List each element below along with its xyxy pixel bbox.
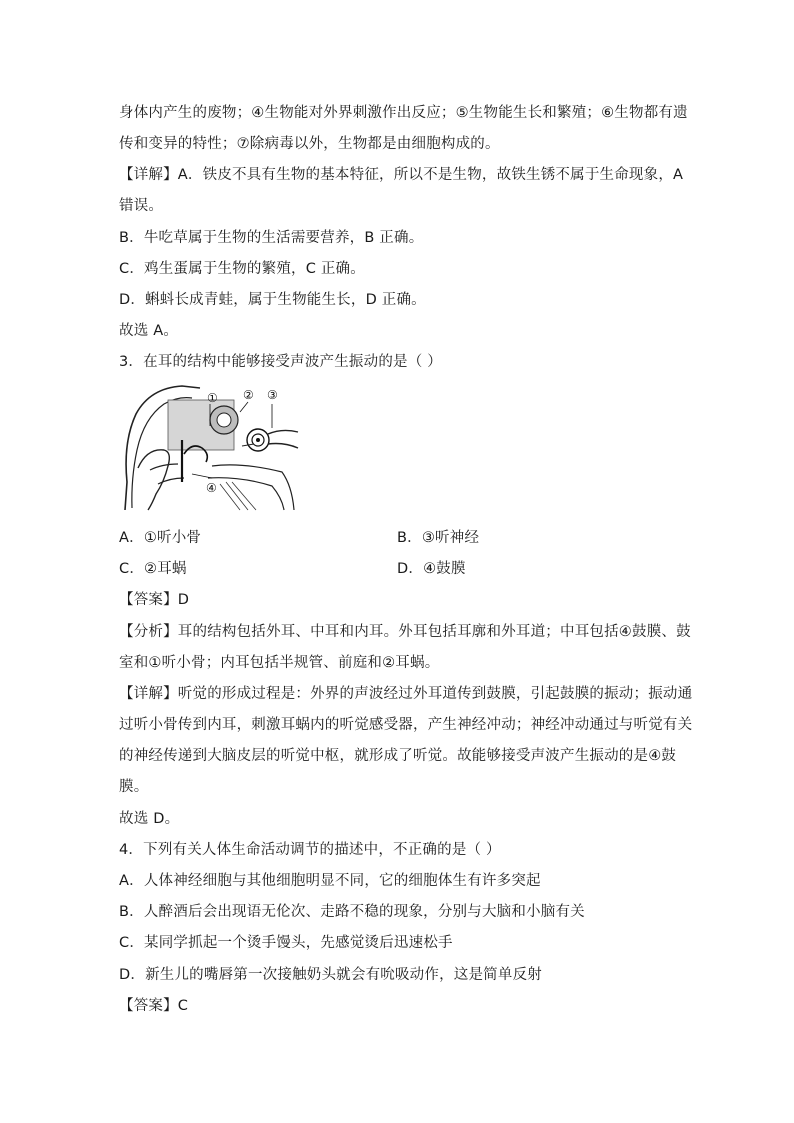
q2-detail-line-1: 【详解】A．铁皮不具有生物的基本特征，所以不是生物，故铁生锈不属于生命现象，A xyxy=(119,167,684,183)
q4-question: 4．下列有关人体生命活动调节的描述中，不正确的是（ ） xyxy=(119,842,501,858)
q3-detail-line-4: 膜。 xyxy=(119,779,149,795)
q3-option-c: C．②耳蜗 xyxy=(119,561,187,577)
q3-option-a: A．①听小骨 xyxy=(119,530,202,546)
q2-option-c-explanation: C．鸡生蛋属于生物的繁殖，C 正确。 xyxy=(119,261,365,277)
label-1: ① xyxy=(207,391,218,405)
q3-detail-line-3: 的神经传递到大脑皮层的听觉中枢，就形成了听觉。故能够接受声波产生振动的是④鼓 xyxy=(119,748,677,764)
intro-line-1: 身体内产生的废物；④生物能对外界刺激作出反应；⑤生物能生长和繁殖；⑥生物都有遗 xyxy=(119,105,688,121)
q3-question: 3．在耳的结构中能够接受声波产生振动的是（ ） xyxy=(119,354,442,370)
q3-detail-line-2: 过听小骨传到内耳，刺激耳蜗内的听觉感受器，产生神经冲动；神经冲动通过与听觉有关 xyxy=(119,717,693,733)
label-3: ③ xyxy=(267,388,278,402)
q3-option-b: B．③听神经 xyxy=(397,530,480,546)
pointer-4 xyxy=(192,474,212,478)
q4-option-d: D．新生儿的嘴唇第一次接触奶头就会有吮吸动作，这是简单反射 xyxy=(119,967,542,983)
q4-answer: 【答案】C xyxy=(119,998,189,1014)
q4-option-b: B．人醉酒后会出现语无伦次、走路不稳的现象，分别与大脑和小脑有关 xyxy=(119,904,585,920)
eustachian-tube-bottom xyxy=(208,478,284,510)
label-4: ④ xyxy=(206,481,217,495)
q3-option-d: D．④鼓膜 xyxy=(397,561,466,577)
q2-conclusion: 故选 A。 xyxy=(119,323,179,339)
auditory-nerve xyxy=(268,430,298,434)
q3-detail-line-1: 【详解】听觉的形成过程是：外界的声波经过外耳道传到鼓膜，引起鼓膜的振动；振动通 xyxy=(119,686,693,702)
label-2: ② xyxy=(243,388,254,402)
intro-line-2: 传和变异的特性；⑦除病毒以外，生物都是由细胞构成的。 xyxy=(119,136,500,152)
pointer-2 xyxy=(240,402,248,412)
q4-option-c: C．某同学抓起一个烫手馒头，先感觉烫后迅速松手 xyxy=(119,935,453,951)
q3-answer: 【答案】D xyxy=(119,592,190,608)
ear-structure-diagram xyxy=(122,382,300,512)
q3-analysis-line-1: 【分析】耳的结构包括外耳、中耳和内耳。外耳包括耳廓和外耳道；中耳包括④鼓膜、鼓 xyxy=(119,624,691,640)
q2-option-d-explanation: D．蝌蚪长成青蛙，属于生物能生长，D 正确。 xyxy=(119,292,426,308)
q2-detail-line-2: 错误。 xyxy=(119,198,164,214)
ear-canal-top xyxy=(150,464,178,470)
q2-option-b-explanation: B．牛吃草属于生物的生活需要营养，B 正确。 xyxy=(119,230,424,246)
q3-analysis-line-2: 室和①听小骨；内耳包括半规管、前庭和②耳蜗。 xyxy=(119,655,440,671)
ear-canal-entrance xyxy=(138,450,169,510)
q3-conclusion: 故选 D。 xyxy=(119,811,180,827)
q4-option-a: A．人体神经细胞与其他细胞明显不同，它的细胞体生有许多突起 xyxy=(119,873,541,889)
